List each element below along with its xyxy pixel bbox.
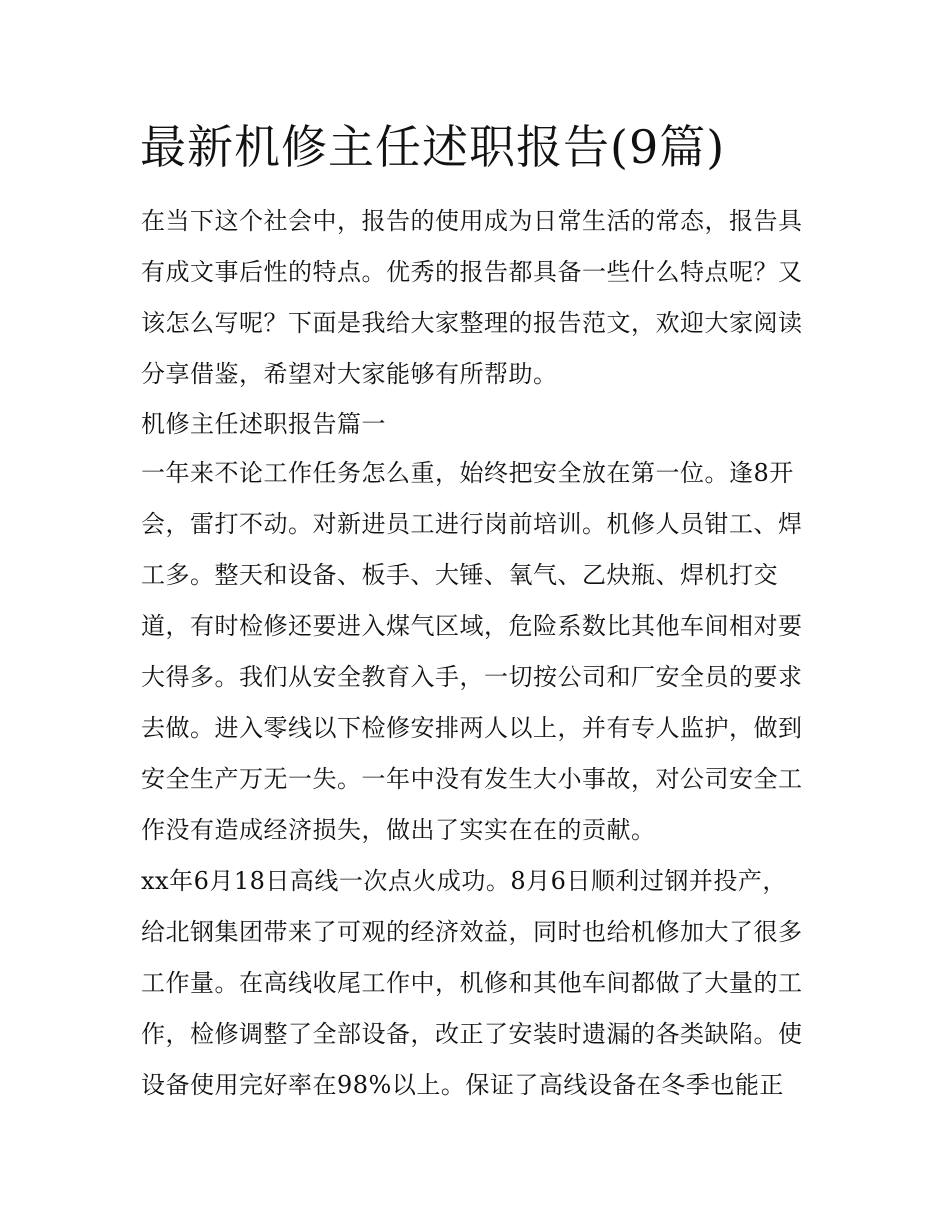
- paragraph-line: 安全生产万无一失。一年中没有发生大小事故，对公司安全工: [141, 765, 803, 793]
- paragraph-line: 作没有造成经济损失，做出了实实在在的贡献。: [141, 816, 656, 844]
- paragraph-line: 设备使用完好率在98%以上。保证了高线设备在冬季也能正: [141, 1071, 784, 1099]
- document-body: [141, 196, 813, 1111]
- paragraph-line: 会，雷打不动。对新进员工进行岗前培训。机修人员钳工、焊: [141, 510, 803, 538]
- paragraph-line: 工多。整天和设备、板手、大锤、氧气、乙炔瓶、焊机打交: [141, 561, 778, 589]
- paragraph-line: 分享借鉴，希望对大家能够有所帮助。: [141, 360, 558, 388]
- paragraph-line: 有成文事后性的特点。优秀的报告都具备一些什么特点呢？又: [141, 258, 803, 286]
- paragraph-line: 作，检修调整了全部设备，改正了安装时遗漏的各类缺陷。使: [141, 1020, 803, 1048]
- paragraph-line: 该怎么写呢？下面是我给大家整理的报告范文，欢迎大家阅读: [141, 309, 803, 337]
- paragraph-line: 在当下这个社会中，报告的使用成为日常生活的常态，报告具: [141, 207, 803, 235]
- document-title: 最新机修主任述职报告(9篇): [140, 120, 726, 174]
- paragraph-line: 工作量。在高线收尾工作中，机修和其他车间都做了大量的工: [141, 969, 803, 997]
- paragraph-line: 给北钢集团带来了可观的经济效益，同时也给机修加大了很多: [141, 918, 803, 946]
- paragraph-line: 道，有时检修还要进入煤气区域，危险系数比其他车间相对要: [141, 612, 803, 640]
- paragraph-line: 大得多。我们从安全教育入手，一切按公司和厂安全员的要求: [141, 663, 803, 691]
- paragraph-line: xx年6月18日高线一次点火成功。8月6日顺利过钢并投产，: [141, 867, 787, 895]
- section-heading: 机修主任述职报告篇一: [141, 410, 386, 438]
- paragraph-line: 一年来不论工作任务怎么重，始终把安全放在第一位。逢8开: [141, 459, 794, 487]
- paragraph-line: 去做。进入零线以下检修安排两人以上，并有专人监护，做到: [141, 714, 803, 742]
